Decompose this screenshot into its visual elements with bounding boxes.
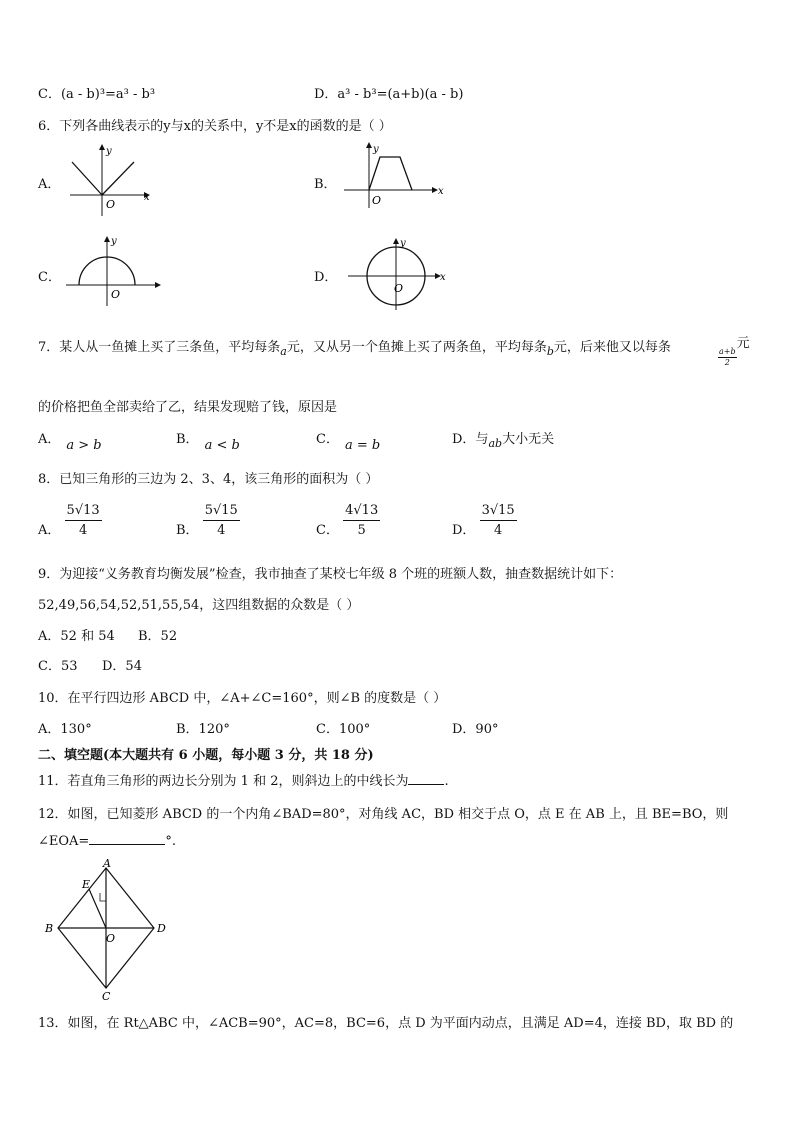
q5-option-c: C．(a - b)³=a³ - b³ [38, 87, 156, 102]
point-a-label: A [103, 858, 111, 870]
q6b-x-label: x [438, 186, 444, 197]
q6d-x-label: x [440, 272, 446, 283]
q6-graph-b [340, 138, 450, 213]
q6c-y-label: y [111, 236, 117, 247]
q9-data: 52,49,56,54,52,51,55,54，这四组数据的众数是（ ） [38, 598, 360, 613]
q10-stem: 10．在平行四边形 ABCD 中，∠A+∠C=160°，则∠B 的度数是（ ） [38, 691, 447, 706]
q13-stem: 13．如图，在 Rt△ABC 中，∠ACB=90°，AC=8，BC=6，点 D 为平面内动点，且满足 AD=4，连接 BD，取 BD 的 [38, 1016, 734, 1031]
q12-line2: ∠EOA= °. [38, 834, 176, 849]
q10-option-c: C．100° [316, 722, 371, 737]
q8-option-b: B． $\frac{5√15}{4}$ [176, 503, 238, 538]
q5-option-d: D．a³ - b³=(a+b)(a - b) [314, 87, 464, 102]
q7-line2: 的价格把鱼全部卖给了乙，结果发现赔了钱，原因是 [38, 400, 338, 415]
q7-line1: 7．某人从一鱼摊上买了三条鱼，平均每条$_a$元，又从另一个鱼摊上买了两条鱼，平均每条$_b$元，后来他又以每条 [38, 340, 671, 358]
q6d-y-label: y [400, 238, 406, 249]
q10-option-a: A．130° [38, 722, 92, 737]
q6-graph-d [340, 234, 450, 314]
q8-option-a: A． $\frac{5√13}{4}$ [38, 503, 100, 538]
q8-option-c: C． $\frac{4√13}{5}$ [316, 503, 379, 538]
q6a-origin: O [106, 198, 116, 211]
q6-stem: 6．下列各曲线表示的y与x的关系中，y不是x的函数的是（ ） [38, 119, 392, 134]
q9-option-d: D．54 [102, 659, 142, 674]
q12-stem: 12．如图，已知菱形 ABCD 的一个内角∠BAD=80°，对角线 AC，BD 相交于点 O，点 E 在 AB 上，且 BE=BO，则 [38, 807, 729, 822]
q6-label-d: D． [314, 270, 338, 285]
q11-stem: 11．若直角三角形的两边长分别为 1 和 2，则斜边上的中线长为 . [38, 774, 449, 789]
q8-stem: 8．已知三角形的三边为 2、3、4，该三角形的面积为（ ） [38, 472, 379, 487]
point-e-label: E [82, 878, 91, 891]
q7-option-b: B． a < b [176, 432, 240, 453]
q6-label-a: A． [38, 177, 61, 192]
q9-option-b: B．52 [138, 629, 178, 644]
q7-fraction: $\frac{a+b}{2}$ 元 [719, 336, 750, 367]
point-d-label: D [157, 922, 166, 935]
section-2-heading: 二、填空题(本大题共有 6 小题，每小题 3 分，共 18 分) [38, 748, 374, 763]
point-o-label: O [106, 932, 116, 945]
q7-option-c: C． a = b [316, 432, 381, 453]
point-c-label: C [102, 990, 111, 1003]
q10-option-d: D．90° [452, 722, 499, 737]
point-b-label: B [45, 922, 54, 935]
q9-stem: 9．为迎接“义务教育均衡发展”检查，我市抽查了某校七年级 8 个班的班额人数，抽查数据统计如下： [38, 567, 623, 582]
q7-option-a: A． a > b [38, 432, 102, 453]
q7-option-d: D．与$_{ab}$大小无关 [452, 432, 555, 450]
q8-option-d: D． $\frac{3√15}{4}$ [452, 503, 515, 538]
q9-option-a: A．52 和 54 [38, 629, 115, 644]
q6b-y-label: y [373, 144, 379, 155]
q6b-origin: O [372, 194, 382, 207]
q12-rhombus-figure [40, 858, 170, 1003]
q6a-y-label: y [106, 146, 112, 157]
q6c-origin: O [111, 288, 121, 301]
q10-option-b: B．120° [176, 722, 230, 737]
q6a-x-label: x [144, 192, 150, 203]
q6-graph-c [62, 232, 167, 312]
q6d-origin: O [394, 282, 404, 295]
q6-graph-a [62, 140, 162, 220]
q6-label-c: C． [38, 270, 61, 285]
q9-option-c: C．53 [38, 659, 78, 674]
q6-label-b: B． [314, 177, 337, 192]
